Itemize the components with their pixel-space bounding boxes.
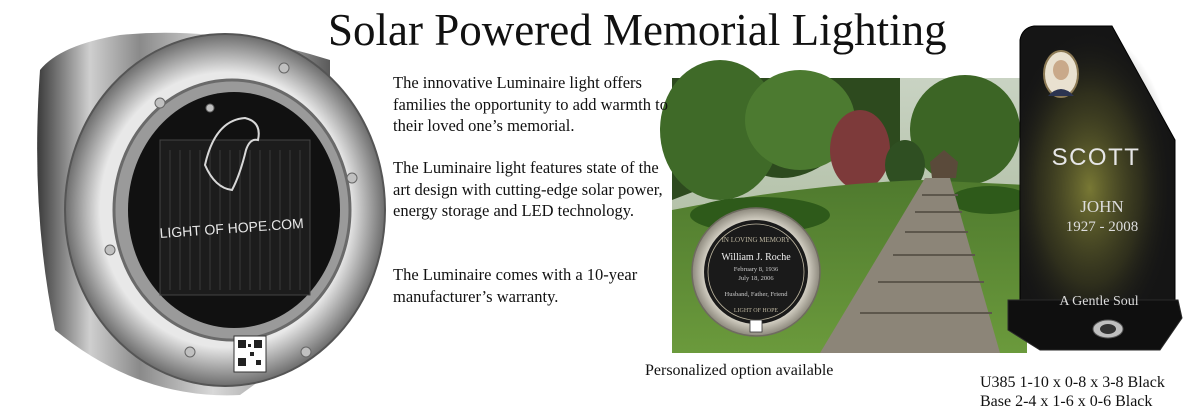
plaque-footer: LIGHT OF HOPE — [733, 308, 779, 314]
monument-first-name: JOHN — [1080, 197, 1124, 216]
plaque-header: IN LOVING MEMORY — [721, 236, 791, 244]
page-title: Solar Powered Memorial Lighting — [328, 5, 947, 55]
intro-paragraph: The innovative Luminaire light offers families the opportunity to add warmth to their loved one’s memorial. — [393, 73, 668, 135]
garden-photo — [660, 60, 1030, 353]
warranty-paragraph: The Luminaire comes with a 10-year manufacturer’s warranty. — [393, 265, 638, 306]
features-paragraph: The Luminaire light features state of the art design with cutting-edge solar power, energy storage and LED technology. — [393, 158, 663, 220]
solar-light-image — [37, 33, 385, 396]
plaque-died: July 18, 2006 — [738, 275, 774, 282]
monument-spec: U385 1-10 x 0-8 x 3-8 Black — [980, 374, 1165, 391]
plaque-epitaph: Husband, Father, Friend — [724, 291, 788, 298]
monument-surname: SCOTT — [1051, 144, 1141, 171]
plaque-name: William J. Roche — [721, 252, 791, 263]
personalized-plaque — [692, 208, 820, 336]
plaque-qr-code-icon — [750, 320, 762, 332]
monument-epitaph: A Gentle Soul — [1059, 294, 1139, 309]
monument-image — [1008, 26, 1182, 350]
plaque-born: February 8, 1936 — [733, 266, 779, 273]
personalized-caption: Personalized option available — [645, 362, 834, 379]
light-panel-text: LIGHT OF HOPE.COM — [159, 214, 305, 242]
monument-dates: 1927 - 2008 — [1065, 219, 1139, 235]
base-spec: Base 2-4 x 1-6 x 0-6 Black — [980, 393, 1153, 410]
